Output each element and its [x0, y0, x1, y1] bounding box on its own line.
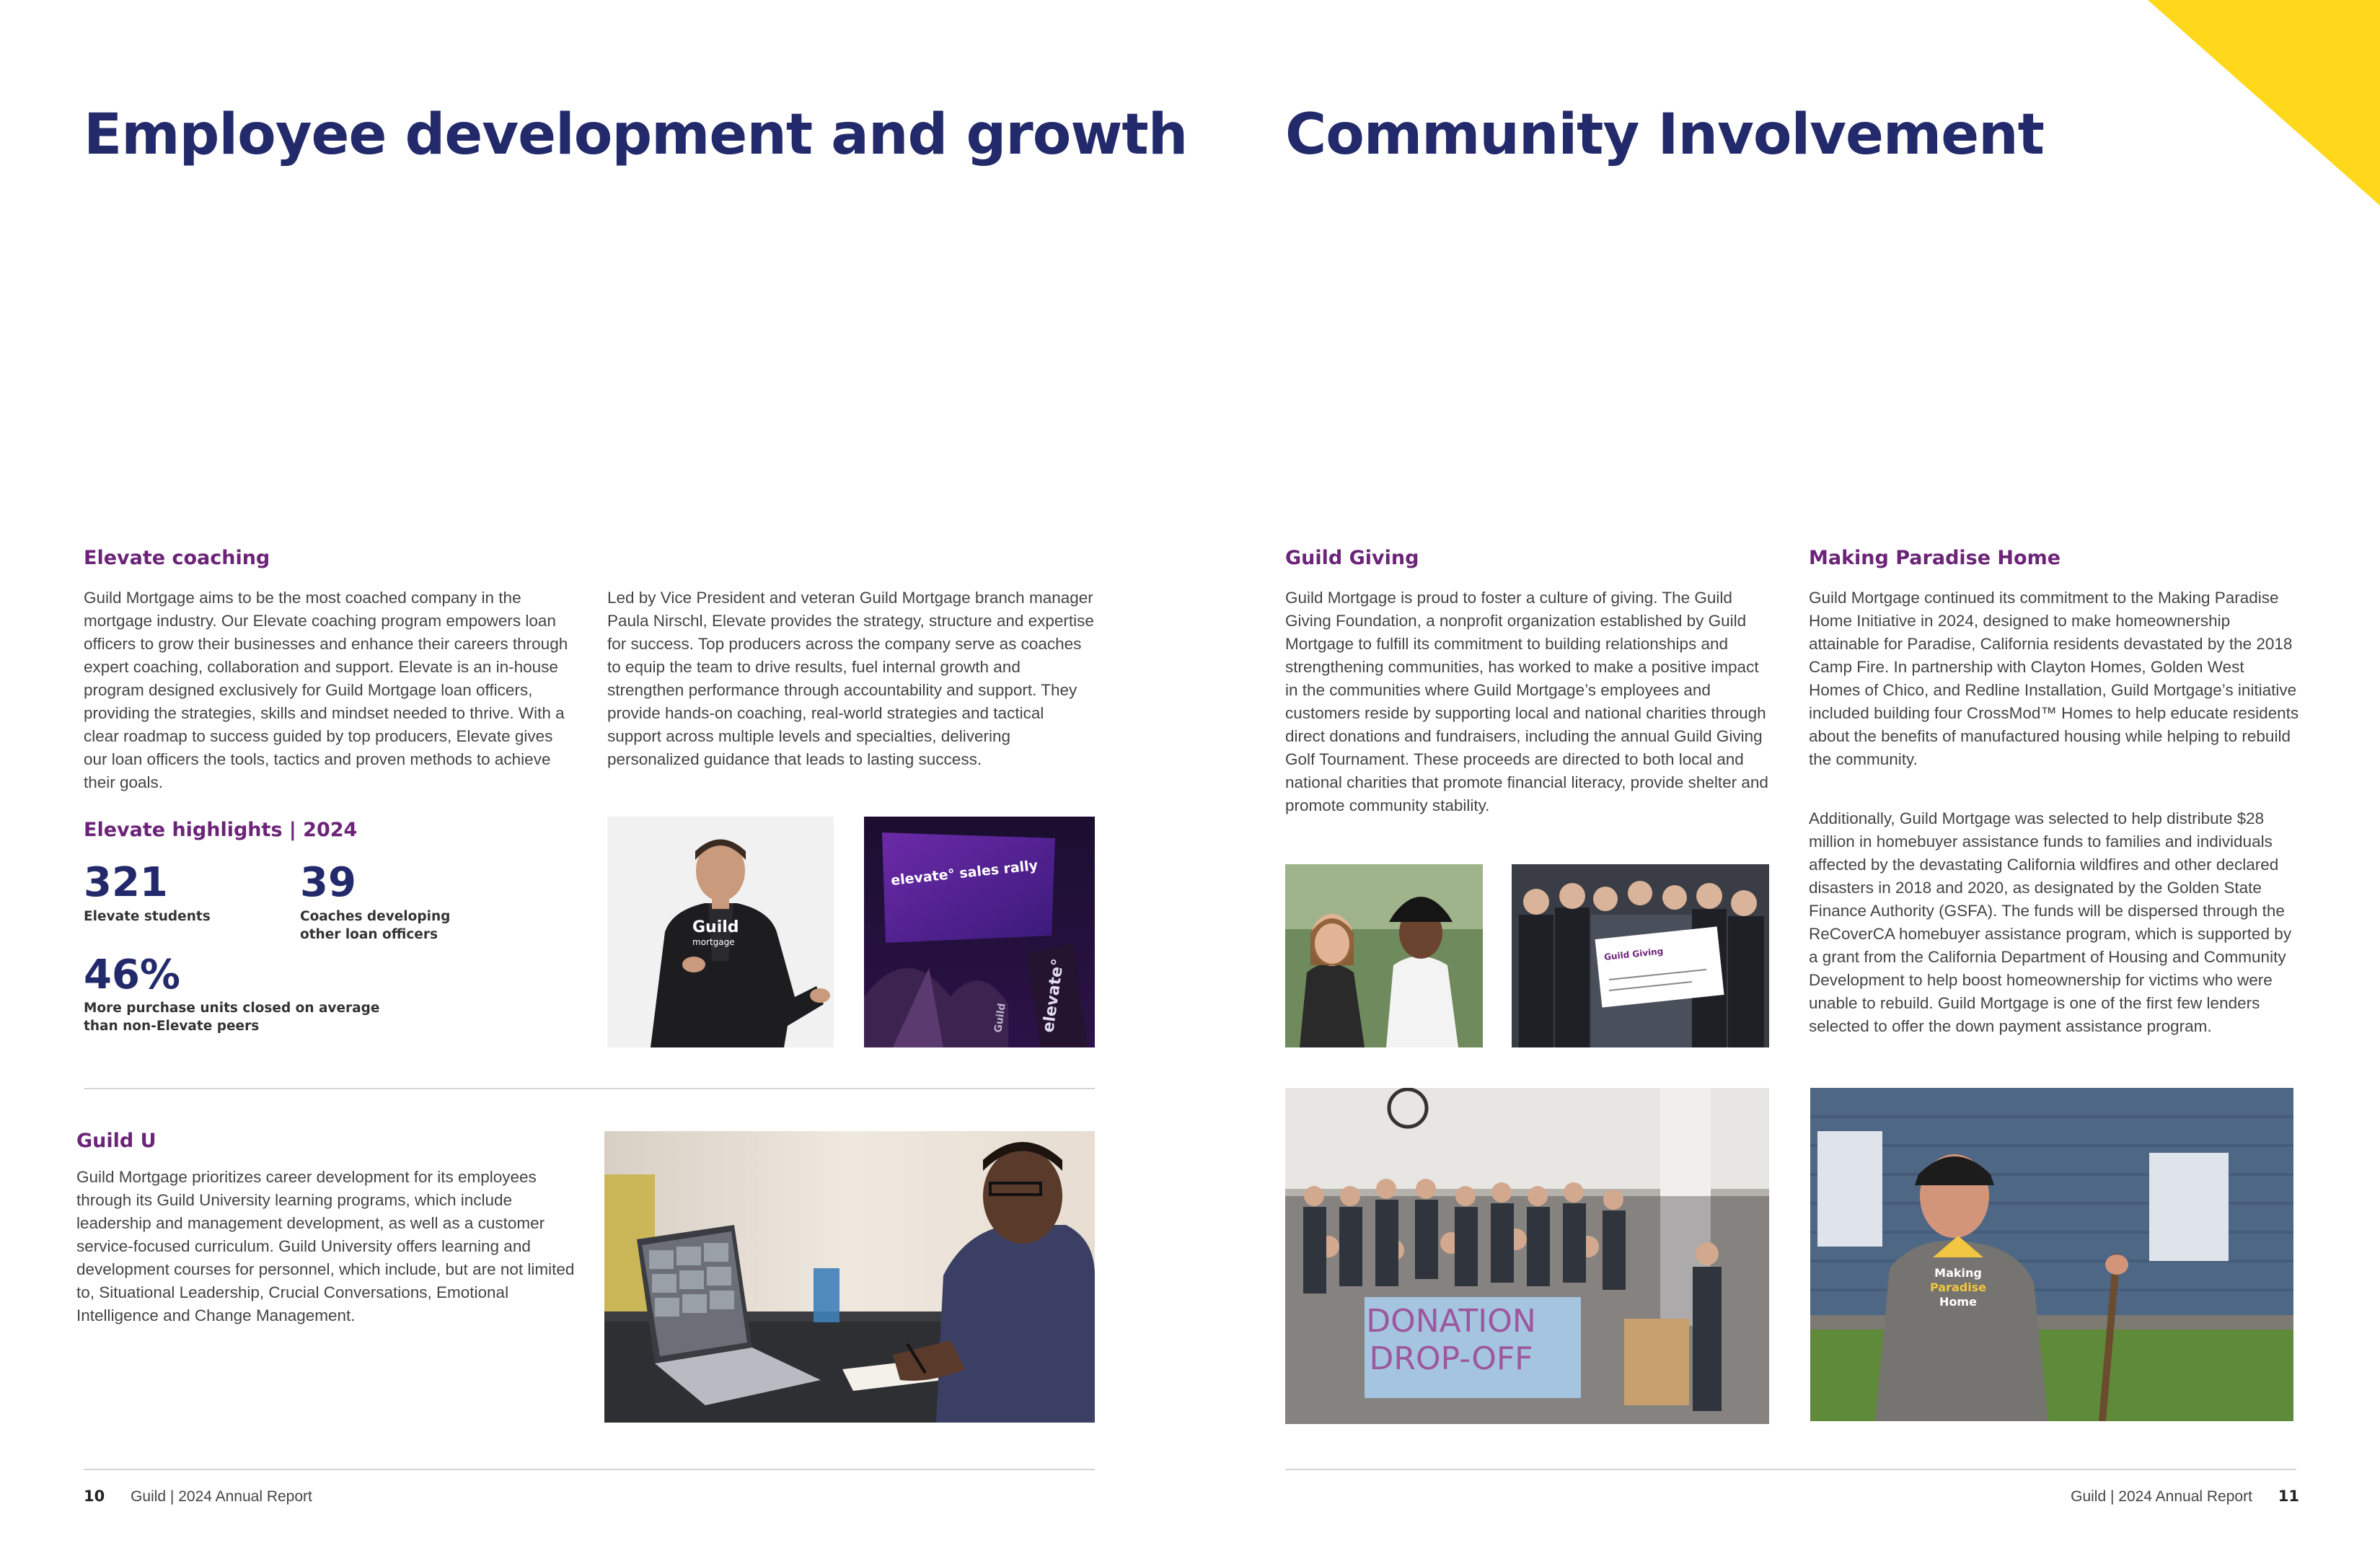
making-paradise-heading: Making Paradise Home [1809, 547, 2061, 569]
elevate-highlights-heading: Elevate highlights | 2024 [84, 819, 358, 841]
left-footer-rule [84, 1469, 1095, 1470]
footer-text-right: Guild | 2024 Annual Report [2071, 1488, 2252, 1505]
photo-check-presentation [1512, 864, 1769, 1047]
left-divider [84, 1088, 1095, 1089]
left-footer [84, 1488, 312, 1506]
stat-value-coaches: 39 [300, 859, 356, 906]
photo-volunteers [1285, 864, 1483, 1047]
banner-line-2: DROP-OFF [1369, 1340, 1533, 1377]
rally-banner-text-2: Guild [992, 1002, 1008, 1034]
page-number-left: 10 [84, 1488, 105, 1505]
right-footer-rule [1285, 1469, 2296, 1470]
stat-value-students: 321 [84, 859, 168, 906]
rally-screen-text: elevate° sales rally [890, 857, 1039, 889]
speaker-shirt-sub: mortgage [692, 937, 735, 947]
page-title-right: Community Involvement [1285, 102, 2044, 167]
elevate-coaching-heading: Elevate coaching [84, 547, 270, 569]
photo-speaker [607, 817, 834, 1047]
check-logo-text: Guild Giving [1603, 946, 1664, 962]
paradise-paragraph-1: Guild Mortgage continued its commitment to the Making Paradise Home Initiative in 2024, designed to make homeownership attainable for Paradise, California residents devastated by the 2018 Camp Fire. In partnership with Clayton Homes, Golden West Homes of Chico, and Redline Installation, Guild Mortgage’s initiative included building four CrossMod™ Homes to help educate residents about the benefits of manufactured housing while helping to rebuild the community. [1809, 589, 2299, 768]
elevate-paragraph-2: Led by Vice President and veteran Guild Mortgage branch manager Paula Nirschl, Elevate provides the strategy, structure and expertise for success. Top producers across the company serve as coaches to equip the team to drive results, fuel internal growth and strengthen performance through accountability and support. They provide hands-on coaching, real-world strategies and tactical support across multiple levels and specialties, delivering personalized guidance that leads to lasting success. [607, 589, 1094, 768]
page-title-left: Employee development and growth [84, 102, 1188, 167]
right-footer [2071, 1488, 2299, 1506]
paradise-paragraph-2: Additionally, Guild Mortgage was selected to help distribute $28 million in homebuyer assistance funds to families and individuals affected by the devastating California wildfires and other declared disasters in 2018 and 2020, as designated by the Golden State Finance Authority (GSFA). The funds will be dispersed through the ReCoverCA homebuyer assistance program, which is supported by a grant from the California Department of Housing and Community Development to help boost homeownership for victims who were unable to rebuild. Guild Mortgage is one of the first few lenders selected to offer the down payment assistance program. [1809, 809, 2292, 1035]
yellow-corner-accent [2148, 0, 2380, 206]
banner-line-1: DONATION [1366, 1303, 1536, 1340]
guild-u-heading: Guild U [76, 1130, 157, 1152]
guild-giving-heading: Guild Giving [1285, 547, 1419, 569]
stat-label-students: Elevate students [84, 909, 211, 924]
photo-donation-dropoff [1285, 1088, 1769, 1424]
stat-label-purchase: More purchase units closed on average than non-Elevate peers [84, 1001, 380, 1034]
photo-video-call [604, 1131, 1095, 1423]
speaker-shirt-logo: Guild [692, 918, 739, 936]
stat-value-purchase: 46% [84, 952, 181, 998]
elevate-paragraph-1: Guild Mortgage aims to be the most coached company in the mortgage industry. Our Elevate coaching program empowers loan officers to grow their businesses and enhance their careers through expert coaching, collaboration and support. Elevate is an in-house program designed exclusively for Guild Mortgage loan officers, providing the strategies, skills and mindset needed to thrive. With a clear roadmap to success guided by top producers, Elevate gives our loan officers the tools, tactics and proven methods to achieve their goals. [84, 589, 568, 791]
rally-banner-text: elevate° [1039, 957, 1068, 1034]
shirt-line-1: Making [1934, 1266, 1982, 1280]
shirt-line-2: Paradise [1929, 1280, 1987, 1294]
photo-sales-rally [864, 817, 1095, 1047]
guild-giving-paragraph: Guild Mortgage is proud to foster a culture of giving. The Guild Giving Foundation, a nonprofit organization established by Guild Mortgage to fulfill its commitment to building relationships and strengthening communities, has worked to make a positive impact in the communities where Guild Mortgage’s employees and customers reside by supporting local and national charities through direct donations and fundraisers, including the annual Guild Giving Golf Tournament. These proceeds are directed to both local and national charities that promote financial literacy, provide shelter and promote community stability. [1285, 589, 1768, 814]
photo-paradise-home [1810, 1088, 2293, 1421]
stat-label-coaches: Coaches developing other loan officers [300, 909, 451, 942]
footer-text-left: Guild | 2024 Annual Report [131, 1488, 312, 1505]
shirt-line-3: Home [1939, 1295, 1977, 1309]
page-number-right: 11 [2278, 1488, 2299, 1505]
guild-u-paragraph: Guild Mortgage prioritizes career development for its employees through its Guild University learning programs, which include leadership and management development, as well as a customer service-focused curriculum. Guild University offers learning and development courses for personnel, which include, but are not limited to, Situational Leadership, Crucial Conversations, Emotional Intelligence and Change Management. [76, 1168, 575, 1324]
